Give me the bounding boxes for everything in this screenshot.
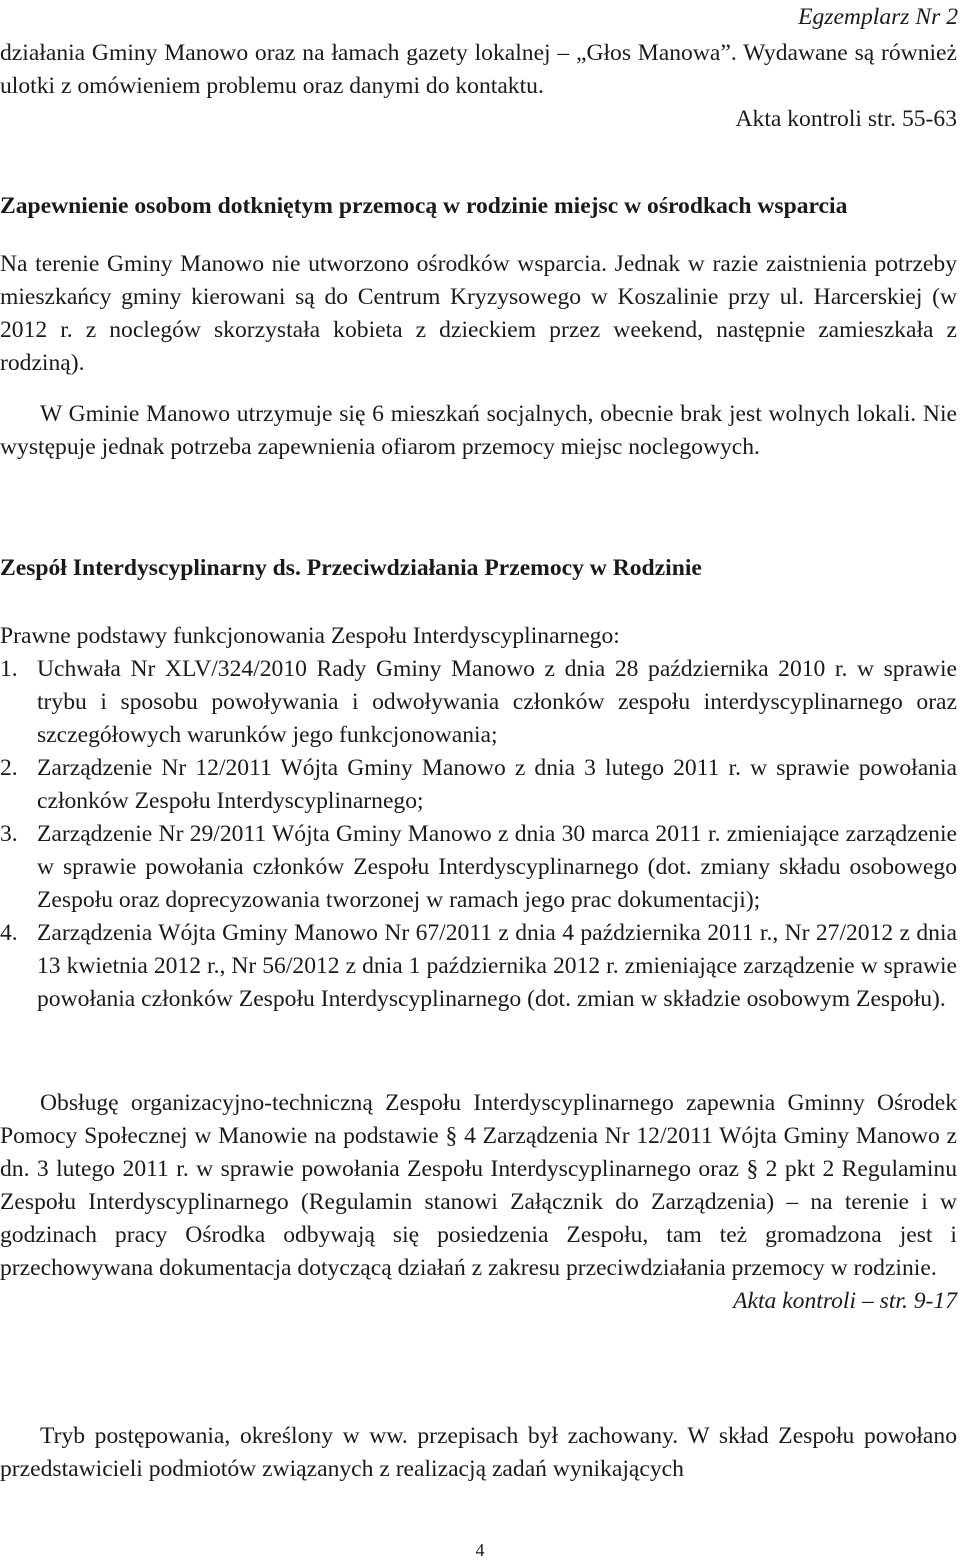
service-paragraph: Obsługę organizacyjno-techniczną Zespołu Interdyscyplinarnego zapewnia Gminny Ośrodek Pomocy Społecznej w Manowie na podstawie § 4 Zarządzenia Nr 12/2011 Wójta Gminy Manowo z dn. 3 lutego 2011 r. w sprawie powołania Zespołu Interdyscyplinarnego oraz § 2 pkt 2 Regulaminu Zespołu Interdyscyplinarnego (Regulamin stanowi Załącznik do Zarządzenia) – na terenie i w godzinach pracy Ośrodka odbywają się posiedzenia Zespołu, tam też gromadzona jest i przechowywana dokumentacja dotyczącą działań z zakresu przeciwdziałania przemocy w rodzinie. <box>0 1090 957 1281</box>
legal-basis-title: Prawne podstawy funkcjonowania Zespołu Interdyscyplinarnego: <box>0 623 620 649</box>
team-heading-block <box>0 552 957 585</box>
section-heading: Zapewnienie osobom dotkniętym przemocą w rodzinie miejsc w ośrodkach wsparcia <box>0 193 848 219</box>
list-item-number: 1. <box>0 656 18 682</box>
list-item-text: Uchwała Nr XLV/324/2010 Rady Gminy Manowo z dnia 28 października 2010 r. w sprawie trybu i sposobu powoływania i odwoływania członków zespołu interdyscyplinarnego oraz szczegółowych warunków jego funkcjonowania; <box>37 656 957 748</box>
list-item-number: 2. <box>0 755 18 781</box>
legal-basis-block <box>0 620 957 1016</box>
intro-paragraph: działania Gminy Manowo oraz na łamach gazety lokalnej – „Głos Manowa”. Wydawane są również ulotki z omówieniem problemu oraz danymi do kontaktu. <box>0 40 957 99</box>
list-item-number: 4. <box>0 920 18 946</box>
list-item-number: 3. <box>0 821 18 847</box>
intro-reference: Akta kontroli str. 55-63 <box>735 106 957 132</box>
page-number: 4 <box>475 1540 485 1560</box>
copy-label: Egzemplarz Nr 2 <box>798 4 958 30</box>
list-item <box>0 752 957 818</box>
procedure-block <box>0 1420 957 1486</box>
list-item <box>0 917 957 1016</box>
service-block <box>0 1087 957 1318</box>
support-paragraph-1: Na terenie Gminy Manowo nie utworzono ośrodków wsparcia. Jednak w razie zaistnienia potrzeby mieszkańcy gminy kierowani są do Centrum Kryzysowego w Koszalinie przy ul. Harcerskiej (w 2012 r. z noclegów skorzystała kobieta z dzieckiem przez weekend, następnie zamieszkała z rodziną). <box>0 251 957 376</box>
list-item <box>0 653 957 752</box>
team-section-heading: Zespół Interdyscyplinarny ds. Przeciwdziałania Przemocy w Rodzinie <box>0 555 702 581</box>
team-reference: Akta kontroli – str. 9-17 <box>733 1288 957 1314</box>
list-item-text: Zarządzenie Nr 29/2011 Wójta Gminy Manowo z dnia 30 marca 2011 r. zmieniające zarządzenie w sprawie powołania członków Zespołu Interdyscyplinarnego (dot. zmiany składu osobowego Zespołu oraz doprecyzowania tworzonej w ramach jego prac dokumentacji); <box>37 821 957 913</box>
housing-paragraph-block <box>0 398 957 464</box>
section-support-centers <box>0 190 957 223</box>
intro-section <box>0 37 957 136</box>
procedure-paragraph: Tryb postępowania, określony w ww. przepisach był zachowany. W skład Zespołu powołano przedstawicieli podmiotów związanych z realizacją zadań wynikających <box>0 1423 957 1482</box>
legal-basis-list <box>0 653 957 1016</box>
support-paragraph-2: W Gminie Manowo utrzymuje się 6 mieszkań socjalnych, obecnie brak jest wolnych lokali. Nie występuje jednak potrzeba zapewnienia ofiarom przemocy miejsc noclegowych. <box>0 401 957 460</box>
list-item <box>0 818 957 917</box>
list-item-text: Zarządzenia Wójta Gminy Manowo Nr 67/2011 z dnia 4 października 2011 r., Nr 27/2012 z dnia 13 kwietnia 2012 r., Nr 56/2012 z dnia 1 października 2012 r. zmieniające zarządzenie w sprawie powołania członków Zespołu Interdyscyplinarnego (dot. zmian w składzie osobowym Zespołu). <box>37 920 957 1012</box>
support-paragraph-block <box>0 248 957 380</box>
list-item-text: Zarządzenie Nr 12/2011 Wójta Gminy Manowo z dnia 3 lutego 2011 r. w sprawie powołania członków Zespołu Interdyscyplinarnego; <box>37 755 957 814</box>
